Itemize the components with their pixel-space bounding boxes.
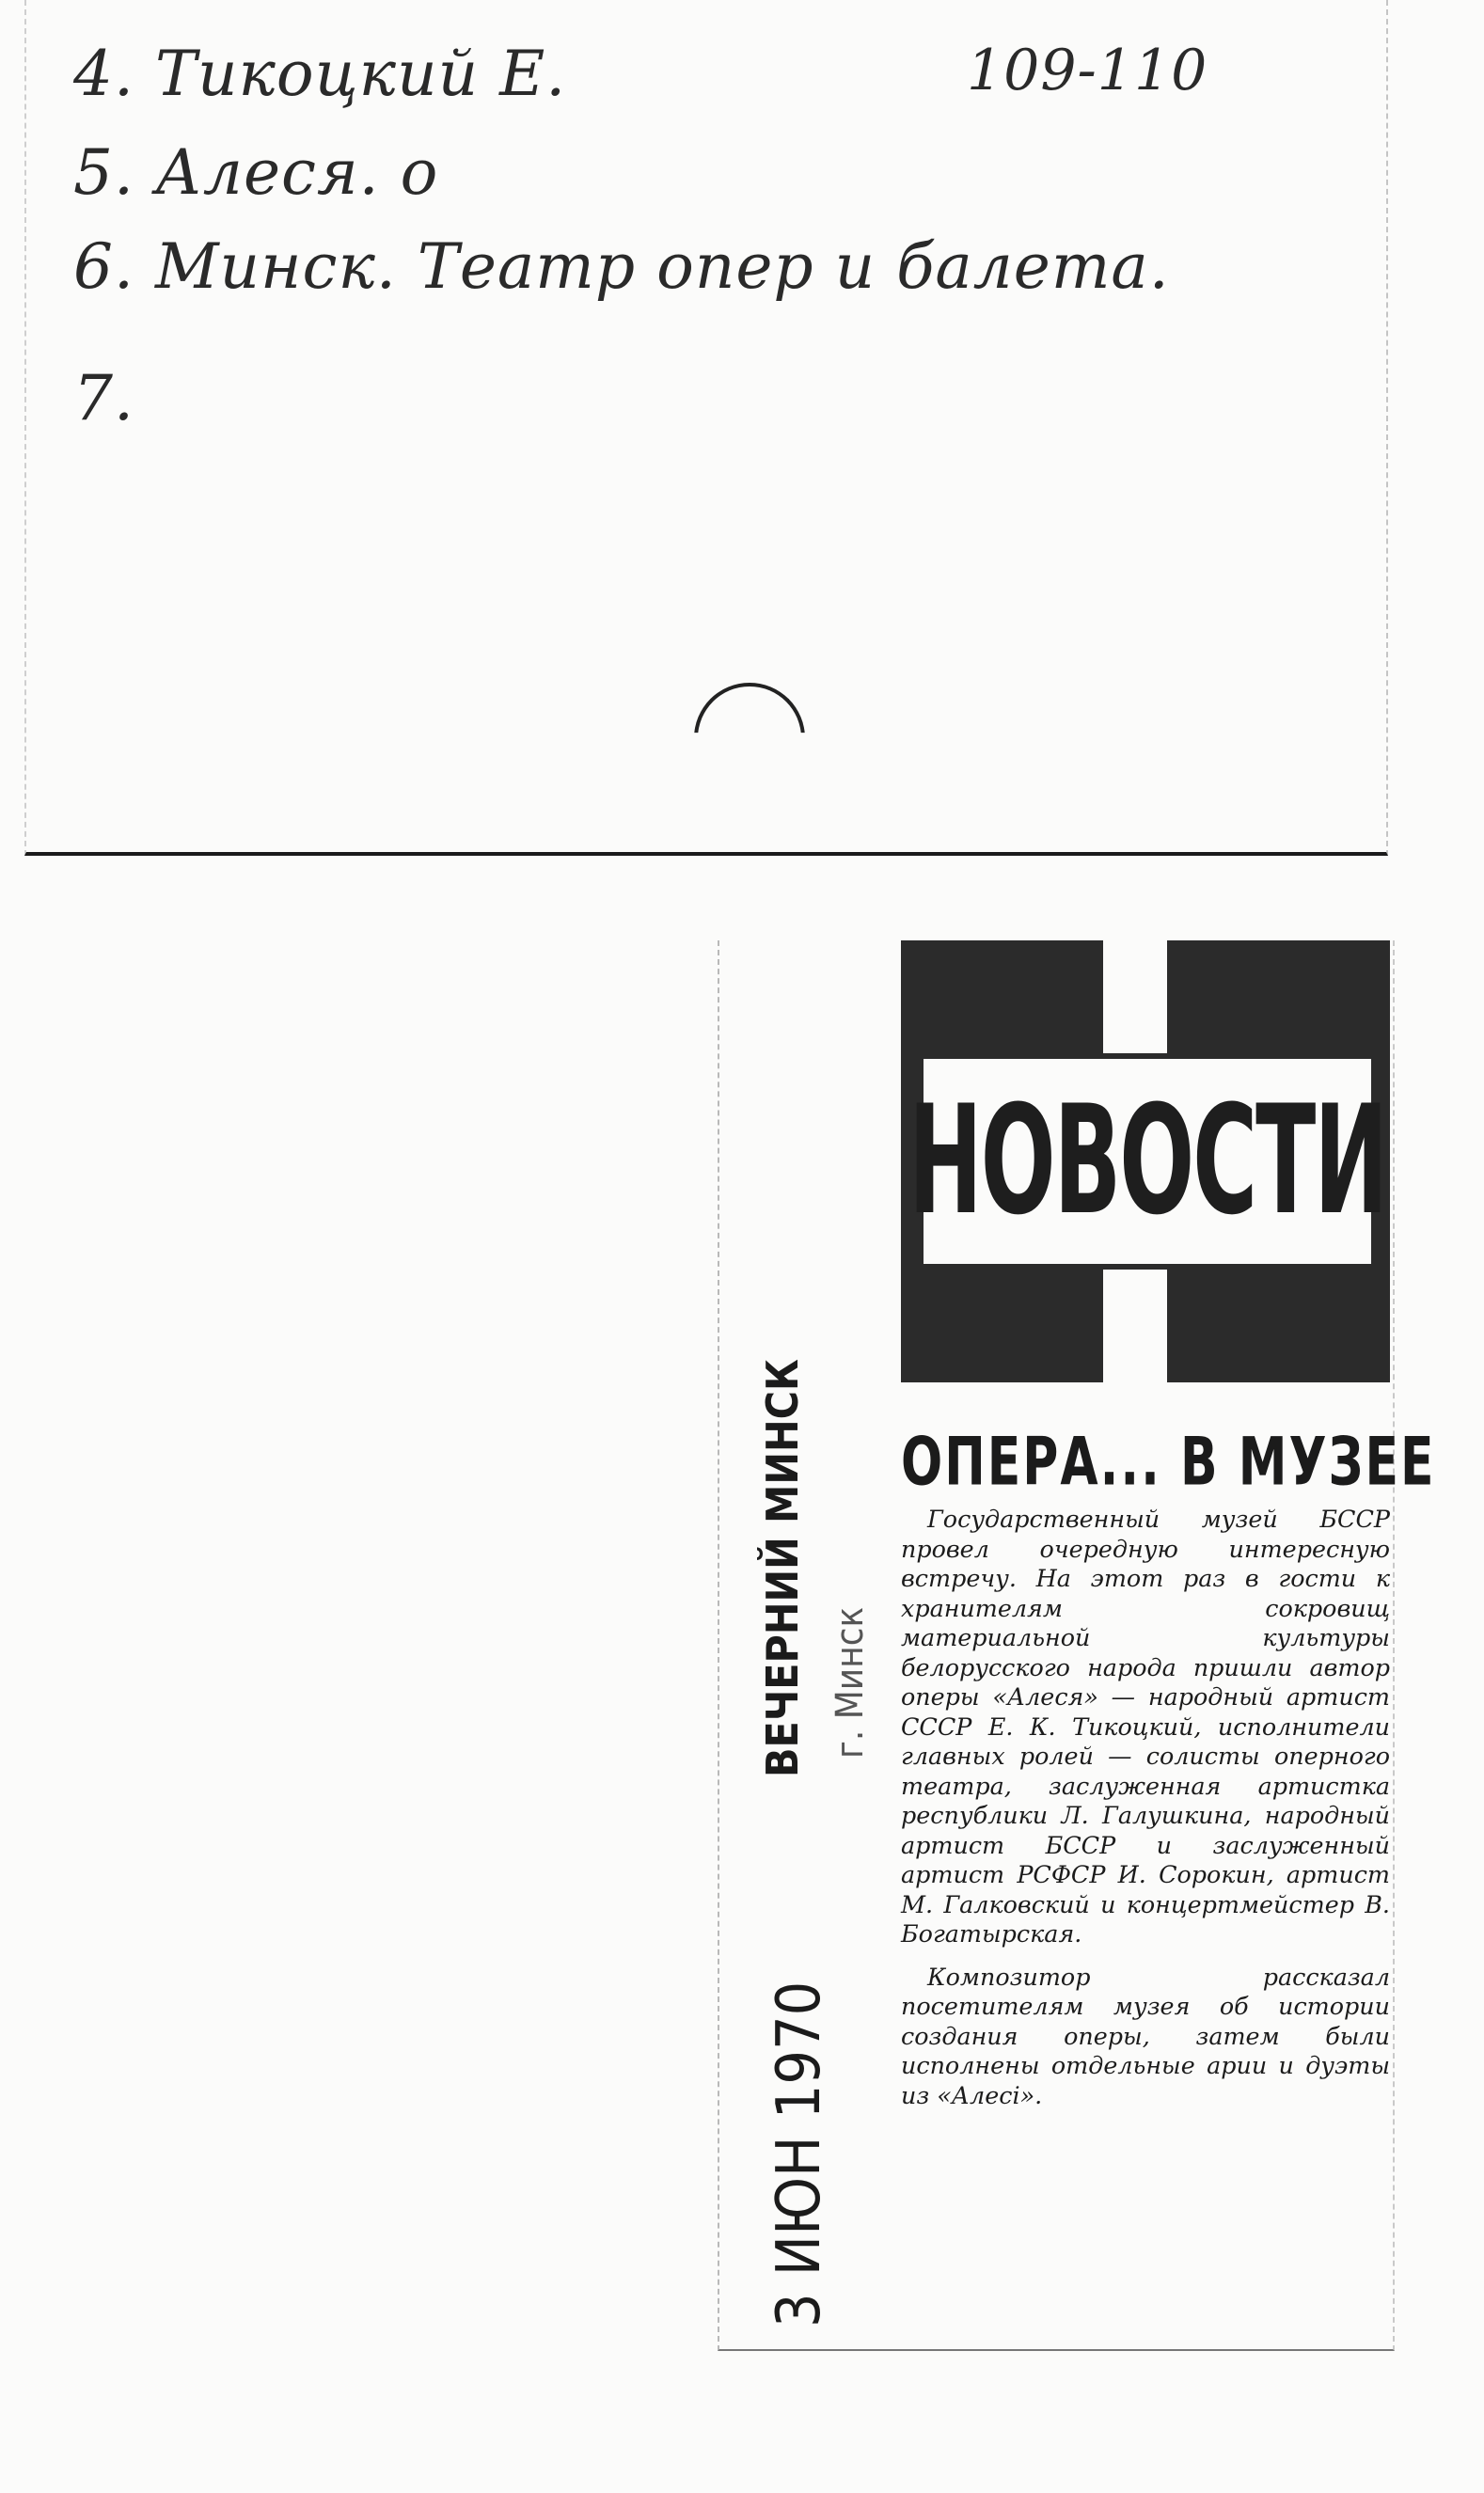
article-body (901, 1505, 1390, 2123)
index-card (24, 0, 1388, 856)
card-line-4: 4. Тикоцкий Е. (73, 38, 567, 110)
card-line-6: 6. Минск. Театр опер и балета. (73, 230, 1170, 303)
novosti-logo (901, 940, 1390, 1382)
logo-text: НОВОСТИ (908, 1074, 1386, 1249)
newspaper-city: г. Минск (829, 1606, 872, 1759)
card-line-7: 7. (73, 362, 134, 434)
punch-hole (694, 683, 805, 794)
newspaper-stamp (748, 1359, 908, 2332)
article-paragraph-1: Государственный музей БССР провел очередную интересную встречу. На этот раз в гости к хранителям сокровищ материальной культуры белорусского народа пришли автор оперы «Алеся» — народный артист СССР Е. К. Тикоцкий, исполнители главных ролей — солисты оперного театра, заслуженная артистка республики Л. Галушкина, народный артист БССР и заслуженный артист РСФСР И. Сорокин, артист М. Галковский и концертмейстер В. Богатырская. (901, 1505, 1390, 1948)
card-line-5: 5. Алеся. о (73, 136, 439, 209)
newspaper-clipping (718, 940, 1436, 2351)
date-stamp: 3 ИЮН 1970 (765, 1980, 834, 2327)
card-page-numbers: 109-110 (967, 38, 1208, 103)
article-headline: ОПЕРА... В МУЗЕЕ (901, 1425, 1436, 1501)
article-paragraph-2: Композитор рассказал посетителям музея об истории создания оперы, затем были исполнены отдельные арии и дуэты из «Алесі». (901, 1962, 1390, 2109)
newspaper-name: ВЕЧЕРНИЙ МИНСК (757, 1359, 808, 1777)
